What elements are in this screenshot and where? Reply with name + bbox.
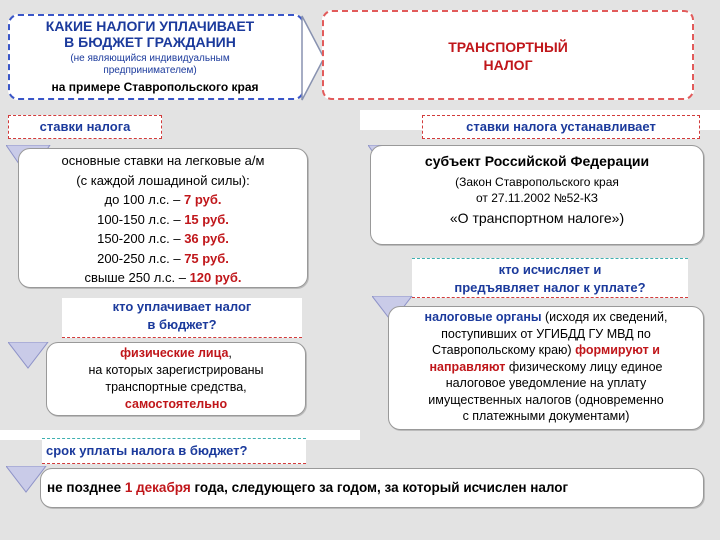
set-by-label: ставки налога устанавливает bbox=[422, 115, 700, 139]
set-by-line2: (Закон Ставропольского края bbox=[455, 175, 619, 189]
payer-line2: на которых зарегистрированы bbox=[88, 363, 264, 377]
set-by-box bbox=[370, 145, 704, 245]
rate-row: 100-150 л.с. – 15 руб. bbox=[97, 211, 229, 227]
payer-box: физические лица, на которых зарегистрированы транспортные средства, самостоятельно bbox=[46, 342, 306, 416]
set-by-line3: от 27.11.2002 №52-КЗ bbox=[475, 191, 599, 205]
header-subtitle-line2: предпринимателем) bbox=[103, 65, 197, 76]
deadline-label: срок уплаты налога в бюджет? bbox=[42, 438, 306, 464]
rates-line2: (с каждой лошадиной силы): bbox=[76, 172, 250, 188]
payer-line1: физические лица bbox=[120, 346, 229, 360]
tax-box-line1: ТРАНСПОРТНЫЙ bbox=[448, 39, 568, 55]
payer-label: кто уплачивает налог в бюджет? bbox=[62, 298, 302, 338]
header-title-line1: КАКИЕ НАЛОГИ УПЛАЧИВАЕТ bbox=[45, 18, 255, 34]
header-box bbox=[8, 14, 304, 100]
set-by-line4: «О транспортном налоге») bbox=[449, 210, 625, 226]
payer-line4: самостоятельно bbox=[124, 397, 228, 411]
header-region: на примере Ставропольского края bbox=[51, 80, 259, 94]
header-title-line2: В БЮДЖЕТ ГРАЖДАНИН bbox=[64, 34, 236, 50]
rate-row: 200-250 л.с. – 75 руб. bbox=[97, 250, 229, 266]
tax-box-line2: НАЛОГ bbox=[483, 57, 533, 73]
calc-bodies: налоговые органы bbox=[424, 310, 542, 324]
calc-box: налоговые органы (исходя их сведений, поступивших от УГИБДД ГУ МВД по Ставропольскому краю) формируют и направляют физическому лицу единое налоговое уведомление на уплату имущественных налогов (одновременно с платежными документами) bbox=[388, 306, 704, 430]
rates-label: ставки налога bbox=[8, 115, 162, 139]
calc-label: кто исчисляет и предъявляет налог к уплате? bbox=[412, 258, 688, 298]
payer-line3: транспортные средства, bbox=[105, 380, 247, 394]
set-by-line1: субъект Российской Федерации bbox=[424, 153, 650, 169]
rates-line1: основные ставки на легковые а/м bbox=[61, 153, 265, 168]
rates-box bbox=[18, 148, 308, 288]
rate-row: 150-200 л.с. – 36 руб. bbox=[97, 231, 229, 246]
header-subtitle-line1: (не являющийся индивидуальным bbox=[70, 53, 230, 64]
rate-row: до 100 л.с. – 7 руб. bbox=[104, 192, 222, 207]
deadline-box: не позднее 1 декабря года, следующего за годом, за который исчислен налог bbox=[40, 468, 704, 508]
tax-box bbox=[322, 10, 694, 100]
rate-row: свыше 250 л.с. – 120 руб. bbox=[84, 270, 242, 285]
